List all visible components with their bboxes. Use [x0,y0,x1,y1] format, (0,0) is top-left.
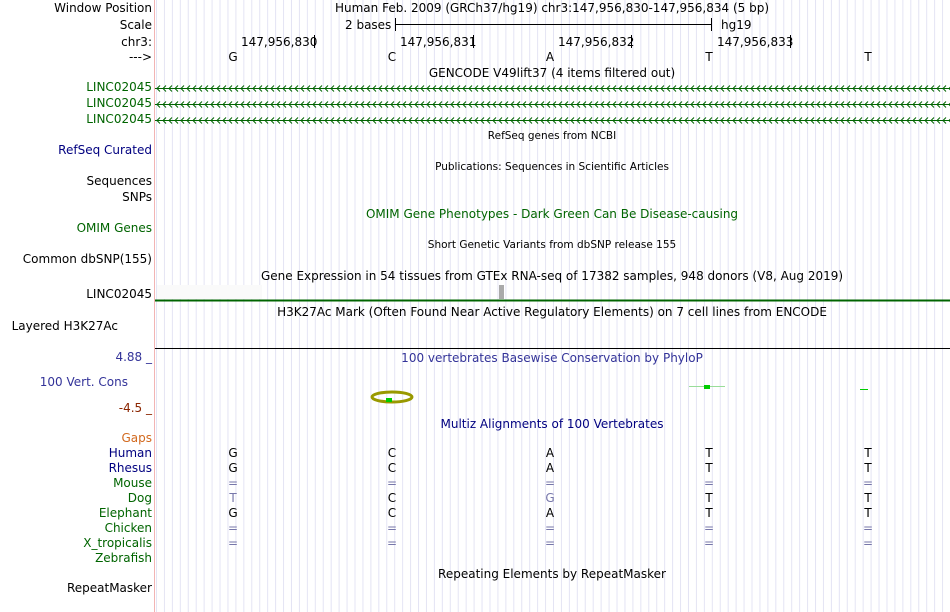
gaps-label: Gaps [121,431,152,445]
scale-label: Scale [119,18,152,32]
species-label-elephant[interactable]: Elephant [98,506,152,520]
alignment-base: T [864,506,872,520]
snps-track-label[interactable]: SNPs [122,190,152,204]
alignment-base: G [228,506,238,520]
alignment-base: A [545,446,555,460]
species-label-chicken[interactable]: Chicken [104,521,152,535]
gencode-item-label-1[interactable]: LINC02045 [86,80,152,94]
alignment-base: T [705,506,713,520]
gencode-item-label-2[interactable]: LINC02045 [86,96,152,110]
scale-db-text: hg19 [721,18,752,32]
alignment-base: G [545,491,555,505]
alignment-base: T [864,461,872,475]
alignment-base: A [545,461,555,475]
repeatmasker-track-label[interactable]: RepeatMasker [66,581,152,595]
chrom-label: chr3: [121,35,152,49]
base-3: A [545,50,555,64]
base-2: C [387,50,397,64]
refseq-track-title[interactable]: RefSeq genes from NCBI [487,130,617,142]
h3k27ac-track-title[interactable]: H3K27Ac Mark (Often Found Near Active Regulatory Elements) on 7 cell lines from ENCODE [277,305,827,319]
conservation-track-label[interactable]: 100 Vert. Cons [39,375,128,389]
alignment-base: G [228,446,238,460]
species-label-mouse[interactable]: Mouse [113,476,152,490]
ruler-coord-4: 147,956,833 [717,35,794,49]
base-4: T [705,50,713,64]
window-position-label: Window Position [54,1,152,15]
scale-bar-text: 2 bases [345,18,392,32]
alignment-base: = [386,536,398,550]
alignment-base: T [229,491,237,505]
base-5: T [864,50,872,64]
alignment-base: = [703,521,715,535]
ruler-coord-3: 147,956,832 [558,35,635,49]
gencode-item-label-3[interactable]: LINC02045 [86,112,152,126]
alignment-base: T [705,446,713,460]
alignment-base: T [864,446,872,460]
alignment-base: = [862,476,874,490]
base-1: G [228,50,238,64]
strand-label[interactable]: ---> [128,50,152,64]
alignment-base: T [705,491,713,505]
window-position-text: Human Feb. 2009 (GRCh37/hg19) chr3:147,956,830-147,956,834 (5 bp) [334,1,770,15]
track-label-column [0,0,154,612]
dbsnp-track-label[interactable]: Common dbSNP(155) [22,252,152,266]
alignment-base: A [545,506,555,520]
multiz-track-title[interactable]: Multiz Alignments of 100 Vertebrates [440,417,664,431]
species-label-rhesus[interactable]: Rhesus [108,461,152,475]
alignment-base: T [705,461,713,475]
alignment-base: = [862,521,874,535]
alignment-base: = [386,476,398,490]
alignment-base: = [544,476,556,490]
alignment-base: = [544,536,556,550]
h3k27ac-track-label[interactable]: Layered H3K27Ac [11,319,118,333]
gencode-track-title[interactable]: GENCODE V49lift37 (4 items filtered out) [428,66,676,80]
species-label-human[interactable]: Human [108,446,152,460]
omim-track-label[interactable]: OMIM Genes [76,221,152,235]
refseq-track-label[interactable]: RefSeq Curated [58,143,152,157]
species-label-dog[interactable]: Dog [127,491,152,505]
alignment-base: = [227,521,239,535]
alignment-base: = [386,521,398,535]
conservation-min-label: -4.5 _ [118,401,152,415]
alignment-base: C [387,446,397,460]
alignment-base: = [227,536,239,550]
alignment-base: T [864,491,872,505]
gtex-track-title[interactable]: Gene Expression in 54 tissues from GTEx RNA-seq of 17382 samples, 948 donors (V8, Aug 2019) [260,269,844,283]
alignment-base: C [387,506,397,520]
species-label-xtropicalis[interactable]: X_tropicalis [83,536,152,550]
ruler-coord-2: 147,956,831 [400,35,477,49]
alignment-base: = [862,536,874,550]
alignment-base: C [387,461,397,475]
sequences-track-label[interactable]: Sequences [86,174,152,188]
alignment-base: = [703,536,715,550]
species-label-zebrafish[interactable]: Zebrafish [95,551,152,565]
alignment-base: = [544,521,556,535]
gtex-gene-label[interactable]: LINC02045 [86,287,152,301]
alignment-base: G [228,461,238,475]
publications-track-title[interactable]: Publications: Sequences in Scientific Articles [435,161,669,173]
phylop-plot[interactable] [155,0,950,420]
dbsnp-track-title[interactable]: Short Genetic Variants from dbSNP release 155 [427,239,677,251]
track-display-area[interactable] [155,0,950,612]
conservation-track-title[interactable]: 100 vertebrates Basewise Conservation by PhyloP [401,351,703,365]
alignment-base: = [703,476,715,490]
omim-track-title[interactable]: OMIM Gene Phenotypes - Dark Green Can Be Disease-causing [365,207,739,221]
ruler-coord-1: 147,956,830 [241,35,318,49]
alignment-base: C [387,491,397,505]
conservation-max-label: 4.88 _ [115,350,152,364]
repeatmasker-track-title[interactable]: Repeating Elements by RepeatMasker [438,567,666,581]
alignment-base: = [227,476,239,490]
